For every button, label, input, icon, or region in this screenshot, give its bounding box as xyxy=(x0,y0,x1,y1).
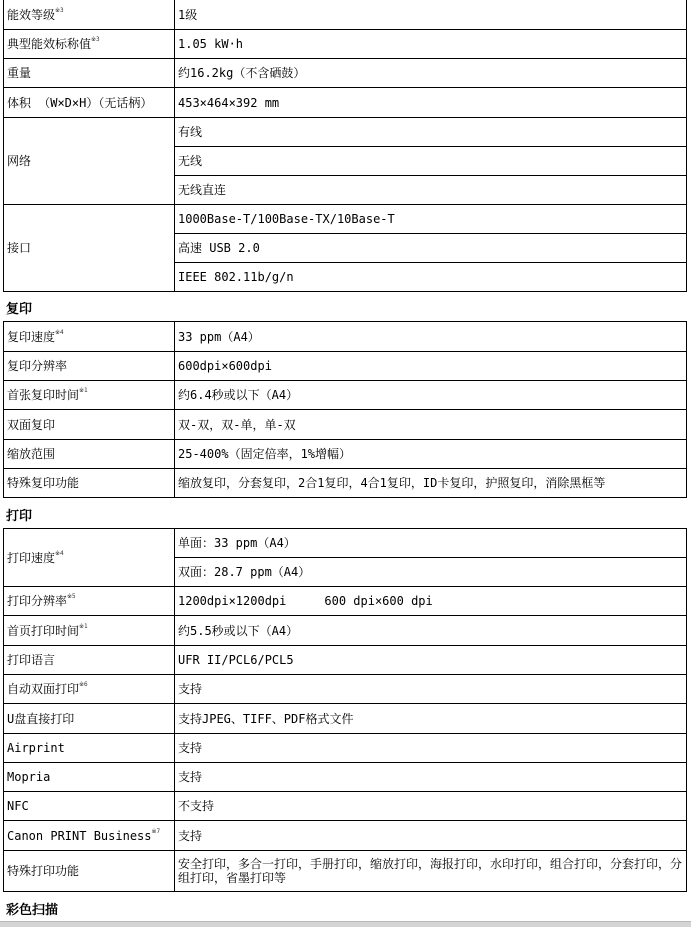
row-label-canon-print-business: Canon PRINT Business$^{※7}$ xyxy=(4,821,175,851)
row-value-weight: 约16.2kg（不含硒鼓） xyxy=(175,59,687,88)
row-value-first-copy-time: 约6.4秒或以下（A4） xyxy=(175,381,687,410)
section-heading-print: 打印 xyxy=(6,509,33,524)
row-label-print-language: 打印语言 xyxy=(4,646,175,675)
row-value-energy-grade: 1级 xyxy=(175,0,687,30)
row-label-dimensions: 体积 （W×D×H）（无话柄） xyxy=(4,88,175,118)
row-label-first-copy-time: 首张复印时间$^{※1}$ xyxy=(4,381,175,410)
row-value-zoom-range: 25-400%（固定倍率，1%增幅） xyxy=(175,440,687,469)
row-label-first-print-time: 首页打印时间$^{※1}$ xyxy=(4,616,175,646)
row-value-airprint: 支持 xyxy=(175,734,687,763)
row-value-auto-duplex: 支持 xyxy=(175,675,687,704)
row-value-copy-resolution: 600dpi×600dpi xyxy=(175,352,687,381)
row-label-network: 网络 xyxy=(4,118,175,205)
row-value-tec: 1.05 kW·h xyxy=(175,30,687,59)
row-value-special-print: 安全打印，多合一打印，手册打印，缩放打印，海报打印，水印打印，组合打印，分套打印，分组打印，省墨打印等 xyxy=(175,851,687,892)
row-value-print-speed-duplex: 双面：28.7 ppm（A4） xyxy=(175,558,687,587)
row-label-special-copy: 特殊复印功能 xyxy=(4,469,175,498)
spec-table-print xyxy=(3,528,687,892)
row-label-special-print: 特殊打印功能 xyxy=(4,851,175,892)
row-label-interface: 接口 xyxy=(4,205,175,292)
row-label-duplex-copy: 双面复印 xyxy=(4,410,175,440)
row-value-nfc: 不支持 xyxy=(175,792,687,821)
row-value-canon-print-business: 支持 xyxy=(175,821,687,851)
row-value-network-wired: 有线 xyxy=(175,118,687,147)
row-label-print-resolution: 打印分辨率$^{※5}$ xyxy=(4,587,175,616)
row-value-network-wireless: 无线 xyxy=(175,147,687,176)
row-value-copy-speed: 33 ppm（A4） xyxy=(175,322,687,352)
row-label-print-speed: 打印速度$^{※4}$ xyxy=(4,529,175,587)
row-value-print-resolution: 1200dpi×1200dpi 600 dpi×600 dpi xyxy=(175,587,687,616)
row-value-interface-wifi: IEEE 802.11b/g/n xyxy=(175,263,687,292)
row-label-copy-speed: 复印速度$^{※4}$ xyxy=(4,322,175,352)
horizontal-scrollbar[interactable] xyxy=(0,921,691,927)
row-value-print-speed-simplex: 单面：33 ppm（A4） xyxy=(175,529,687,558)
row-label-zoom-range: 缩放范围 xyxy=(4,440,175,469)
spec-table-general xyxy=(3,0,687,292)
row-value-mopria: 支持 xyxy=(175,763,687,792)
row-label-nfc: NFC xyxy=(4,792,175,821)
row-label-energy-grade: 能效等级$^{※3}$ xyxy=(4,0,175,30)
row-label-mopria: Mopria xyxy=(4,763,175,792)
row-label-auto-duplex: 自动双面打印$^{※6}$ xyxy=(4,675,175,704)
row-label-airprint: Airprint xyxy=(4,734,175,763)
row-value-special-copy: 缩放复印，分套复印，2合1复印，4合1复印，ID卡复印，护照复印，消除黑框等 xyxy=(175,469,687,498)
row-value-dimensions: 453×464×392 mm xyxy=(175,88,687,118)
row-value-usb-print: 支持JPEG、TIFF、PDF格式文件 xyxy=(175,704,687,734)
row-value-duplex-copy: 双-双，双-单，单-双 xyxy=(175,410,687,440)
section-heading-color-scan: 彩色扫描 xyxy=(6,903,59,918)
row-value-print-language: UFR II/PCL6/PCL5 xyxy=(175,646,687,675)
row-value-interface-usb: 高速 USB 2.0 xyxy=(175,234,687,263)
row-label-copy-resolution: 复印分辨率 xyxy=(4,352,175,381)
spec-table-copy xyxy=(3,321,687,498)
row-label-usb-print: U盘直接打印 xyxy=(4,704,175,734)
row-value-network-direct: 无线直连 xyxy=(175,176,687,205)
section-heading-copy: 复印 xyxy=(6,302,33,317)
row-label-tec: 典型能效标称值$^{※3}$ xyxy=(4,30,175,59)
row-label-weight: 重量 xyxy=(4,59,175,88)
row-value-interface-ethernet: 1000Base-T/100Base-TX/10Base-T xyxy=(175,205,687,234)
row-value-first-print-time: 约5.5秒或以下（A4） xyxy=(175,616,687,646)
